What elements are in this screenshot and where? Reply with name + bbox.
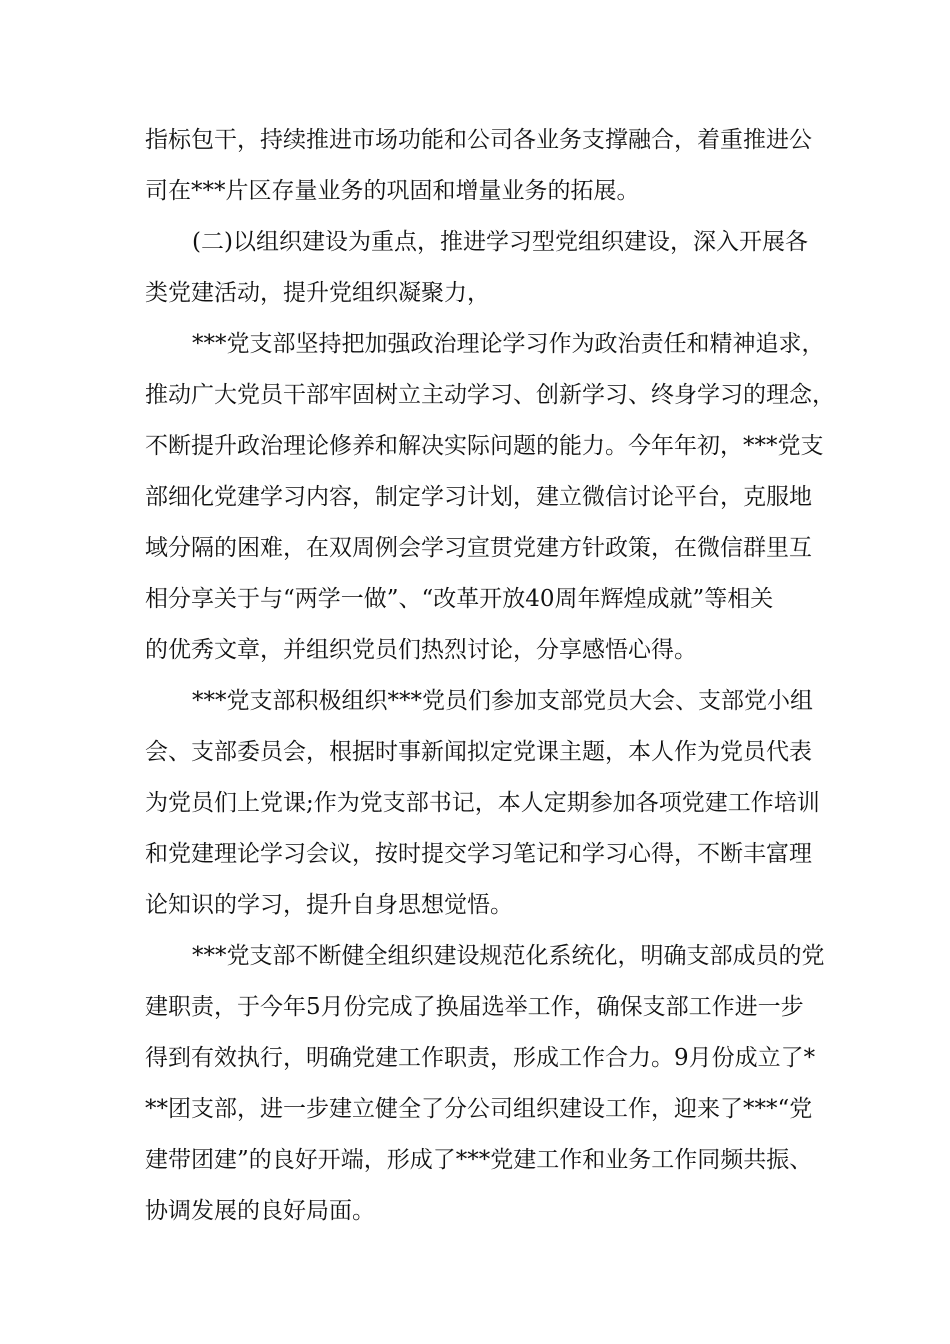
text-line: 和党建理论学习会议，按时提交学习笔记和学习心得，不断丰富理 [145, 841, 812, 867]
text-line: 为党员们上党课;作为党支部书记，本人定期参加各项党建工作培训 [145, 790, 820, 816]
text-line: **团支部，进一步建立健全了分公司组织建设工作，迎来了***“党 [145, 1096, 813, 1122]
text-line: ***党支部不断健全组织建设规范化系统化，明确支部成员的党 [192, 943, 825, 969]
text-line: 司在***片区存量业务的巩固和增量业务的拓展。 [145, 178, 640, 204]
text-line: 协调发展的良好局面。 [145, 1198, 375, 1224]
text-line: 类党建活动，提升党组织凝聚力， [145, 280, 490, 306]
text-line: 的优秀文章，并组织党员们热烈讨论，分享感悟心得。 [145, 637, 697, 663]
text-line: 建职责，于今年5月份完成了换届选举工作，确保支部工作进一步 [145, 994, 804, 1020]
text-line: 域分隔的困难，在双周例会学习宣贯党建方针政策，在微信群里互 [145, 535, 812, 561]
text-line: 指标包干，持续推进市场功能和公司各业务支撑融合，着重推进公 [145, 127, 812, 153]
text-line: 论知识的学习，提升自身思想觉悟。 [145, 892, 513, 918]
text-line: 推动广大党员干部牢固树立主动学习、创新学习、终身学习的理念， [145, 382, 835, 408]
text-line: 相分享关于与“两学一做”、“改革开放40周年辉煌成就”等相关 [145, 586, 774, 612]
text-line: 不断提升政治理论修养和解决实际问题的能力。今年年初，***党支 [145, 433, 824, 459]
text-line: 得到有效执行，明确党建工作职责，形成工作合力。9月份成立了* [145, 1045, 816, 1071]
text-line: 建带团建”的良好开端，形成了***党建工作和业务工作同频共振、 [145, 1147, 813, 1173]
text-line: (二)以组织建设为重点，推进学习型党组织建设，深入开展各 [192, 229, 808, 255]
text-line: 会、支部委员会，根据时事新闻拟定党课主题，本人作为党员代表 [145, 739, 812, 765]
text-line: ***党支部积极组织***党员们参加支部党员大会、支部党小组 [192, 688, 813, 714]
text-line: ***党支部坚持把加强政治理论学习作为政治责任和精神追求， [192, 331, 825, 357]
text-line: 部细化党建学习内容，制定学习计划，建立微信讨论平台，克服地 [145, 484, 812, 510]
